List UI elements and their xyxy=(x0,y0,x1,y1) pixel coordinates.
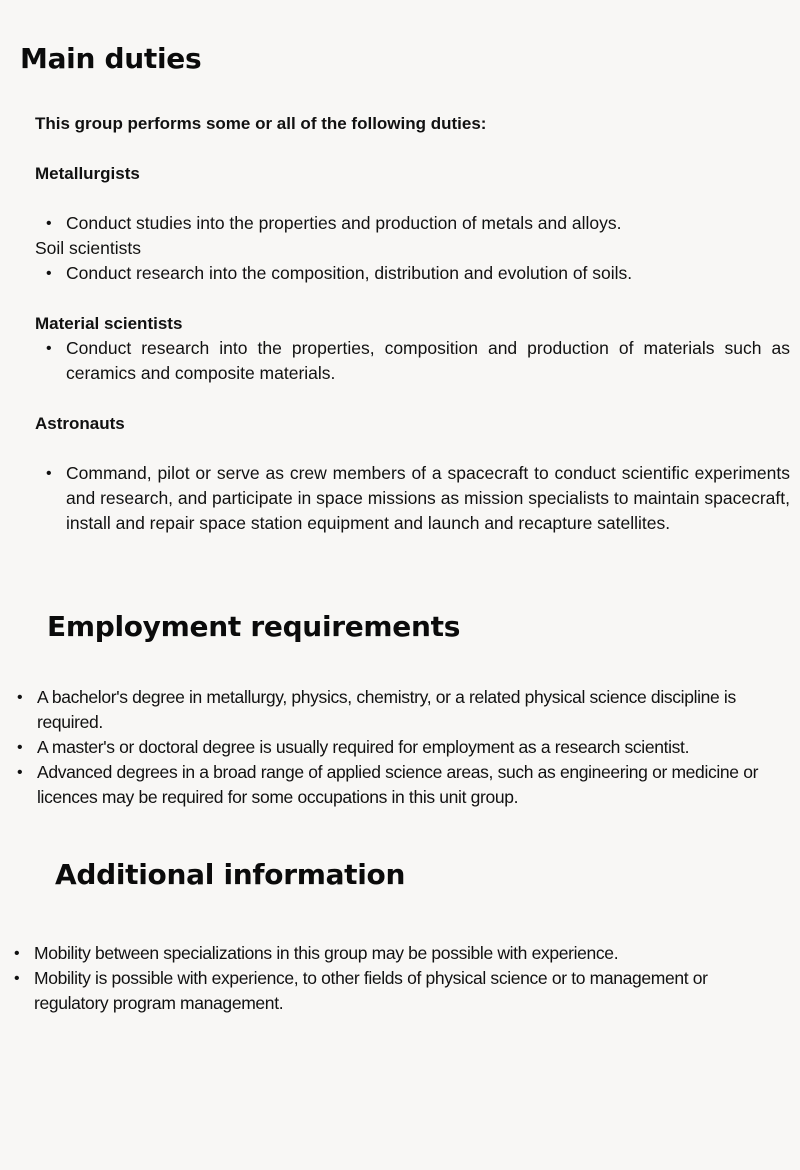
group-title-astronauts: Astronauts xyxy=(35,414,125,433)
list-item: • Conduct studies into the properties and production of metals and alloys. xyxy=(66,211,790,236)
list-item: • Command, pilot or serve as crew members of a spacecraft to conduct scientific experiments and research, and participate in space missions as mission specialists to maintain spacecraft, install and repair space station equipment and launch and recapture satellites. xyxy=(66,461,790,536)
list-item: • Advanced degrees in a broad range of applied science areas, such as engineering or medicine or licences may be required for some occupations in this unit group. xyxy=(37,760,792,810)
duties-intro: This group performs some or all of the following duties: xyxy=(35,114,487,133)
list-item: • Mobility between specializations in this group may be possible with experience. xyxy=(34,941,774,966)
soil-scientists-duties-list xyxy=(66,261,790,286)
metallurgists-duties-list xyxy=(66,211,790,236)
list-item: • A master's or doctoral degree is usually required for employment as a research scientist. xyxy=(37,735,792,760)
employment-requirements-heading: Employment requirements xyxy=(47,610,461,643)
list-item: • Conduct research into the properties, composition and production of materials such as ceramics and composite materials. xyxy=(66,336,790,386)
list-item: • Mobility is possible with experience, to other fields of physical science or to management or regulatory program management. xyxy=(34,966,774,1016)
employment-requirements-list xyxy=(37,685,792,810)
list-item: • Conduct research into the composition, distribution and evolution of soils. xyxy=(66,261,790,286)
list-item: • A bachelor's degree in metallurgy, physics, chemistry, or a related physical science discipline is required. xyxy=(37,685,792,735)
additional-information-heading: Additional information xyxy=(55,858,406,891)
astronauts-duties-list xyxy=(66,461,790,536)
material-scientists-duties-list xyxy=(66,336,790,386)
group-title-soil-scientists: Soil scientists xyxy=(35,238,142,258)
main-duties-heading: Main duties xyxy=(20,42,202,75)
additional-information-list xyxy=(34,941,774,1016)
group-title-metallurgists: Metallurgists xyxy=(35,164,140,183)
group-title-material-scientists: Material scientists xyxy=(35,314,183,333)
